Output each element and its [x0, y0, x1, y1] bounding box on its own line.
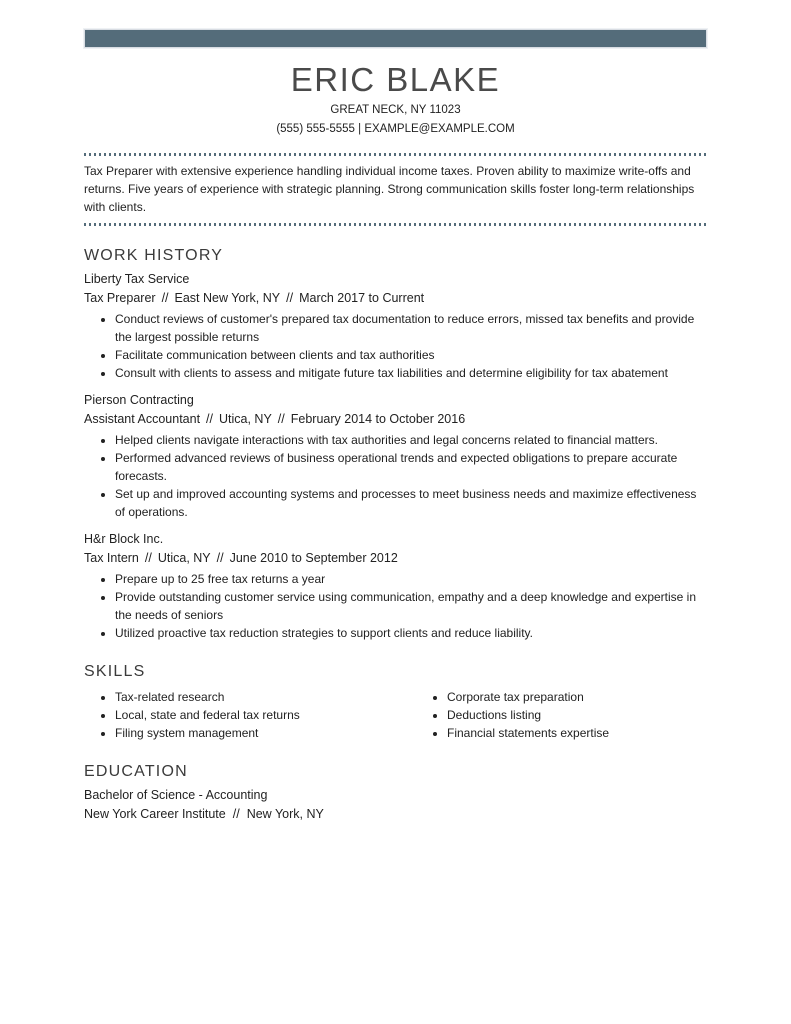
professional-summary-section	[84, 153, 707, 226]
job-dates: February 2014 to October 2016	[290, 412, 466, 426]
skills-column-right	[416, 686, 707, 742]
job-title: Assistant Accountant	[84, 412, 201, 426]
job-bullet: • Consult with clients to assess and mitigate future tax liabilities and determine eligibility for tax abatement	[115, 364, 707, 382]
skill-item: • Financial statements expertise	[447, 724, 707, 742]
job-meta-line	[84, 289, 707, 308]
job-bullet: • Facilitate communication between clients and tax authorities	[115, 346, 707, 364]
job-meta-line	[84, 549, 707, 568]
skills-section	[84, 686, 707, 742]
education-school: New York Career Institute	[84, 807, 226, 821]
meta-separator: //	[216, 551, 224, 565]
education-section	[84, 786, 707, 824]
meta-separator: //	[206, 412, 213, 426]
candidate-contact: (555) 555-5555 | EXAMPLE@EXAMPLE.COM	[276, 123, 515, 135]
header-accent-bar	[84, 29, 707, 48]
job-bullet-list	[84, 310, 707, 382]
skill-item: • Filing system management	[115, 724, 416, 742]
skill-item: • Deductions listing	[447, 706, 707, 724]
job-location: East New York, NY	[174, 291, 281, 305]
job-dates: June 2010 to September 2012	[229, 551, 398, 565]
job-title: Tax Intern	[84, 551, 139, 565]
job-bullet: • Prepare up to 25 free tax returns a year	[115, 570, 707, 588]
education-degree: Bachelor of Science - Accounting	[84, 788, 268, 802]
skill-item: • Tax-related research	[115, 688, 416, 706]
candidate-location: GREAT NECK, NY 11023	[330, 104, 461, 116]
skills-list-right	[416, 688, 707, 742]
skill-item: • Local, state and federal tax returns	[115, 706, 416, 724]
section-heading-work-history: WORK HISTORY	[84, 247, 224, 264]
job-bullet: • Helped clients navigate interactions with tax authorities and legal concerns related to financial matters.	[115, 431, 707, 449]
job-bullet-list	[84, 431, 707, 521]
job-bullet: • Conduct reviews of customer's prepared tax documentation to reduce errors, missed tax benefits and provide the largest possible returns	[115, 310, 707, 346]
skill-item: • Corporate tax preparation	[447, 688, 707, 706]
meta-separator: //	[144, 551, 152, 565]
job-entry-liberty-tax-service	[84, 270, 707, 382]
job-entry-pierson-contracting	[84, 391, 707, 521]
skills-column-left	[84, 686, 416, 742]
job-company: H&r Block Inc.	[84, 532, 164, 546]
summary-bottom-divider	[84, 223, 707, 226]
section-heading-education: EDUCATION	[84, 763, 188, 780]
education-school-line	[84, 805, 707, 824]
job-bullet: • Performed advanced reviews of business operational trends and expected obligations to prepare accurate forecasts.	[115, 449, 707, 485]
job-meta-line	[84, 410, 707, 429]
job-company: Pierson Contracting	[84, 393, 194, 407]
meta-separator: //	[277, 412, 285, 426]
job-location: Utica, NY	[157, 551, 211, 565]
meta-separator: //	[161, 291, 169, 305]
job-title: Tax Preparer	[84, 291, 156, 305]
candidate-name: ERIC BLAKE	[290, 61, 501, 98]
job-company: Liberty Tax Service	[84, 272, 190, 286]
job-entry-hr-block	[84, 530, 707, 642]
job-bullet: • Utilized proactive tax reduction strategies to support clients and reduce liability.	[115, 624, 707, 642]
job-bullet: • Provide outstanding customer service using communication, empathy and a deep knowledge and expertise in the needs of seniors	[115, 588, 707, 624]
job-bullet: • Set up and improved accounting systems and processes to meet business needs and maximize effectiveness of operations.	[115, 485, 707, 521]
section-heading-skills: SKILLS	[84, 663, 146, 680]
education-location: New York, NY	[246, 807, 324, 821]
meta-separator: //	[232, 807, 240, 821]
skills-list-left	[84, 688, 416, 742]
job-dates: March 2017 to Current	[299, 291, 425, 305]
job-bullet-list	[84, 570, 707, 642]
meta-separator: //	[286, 291, 294, 305]
job-location: Utica, NY	[219, 412, 272, 426]
professional-summary: Tax Preparer with extensive experience handling individual income taxes. Proven ability to maximize write-offs and returns. Five years of experience with strategic planning. Strong communication skills foster long-term relationships with clients.	[84, 164, 695, 214]
